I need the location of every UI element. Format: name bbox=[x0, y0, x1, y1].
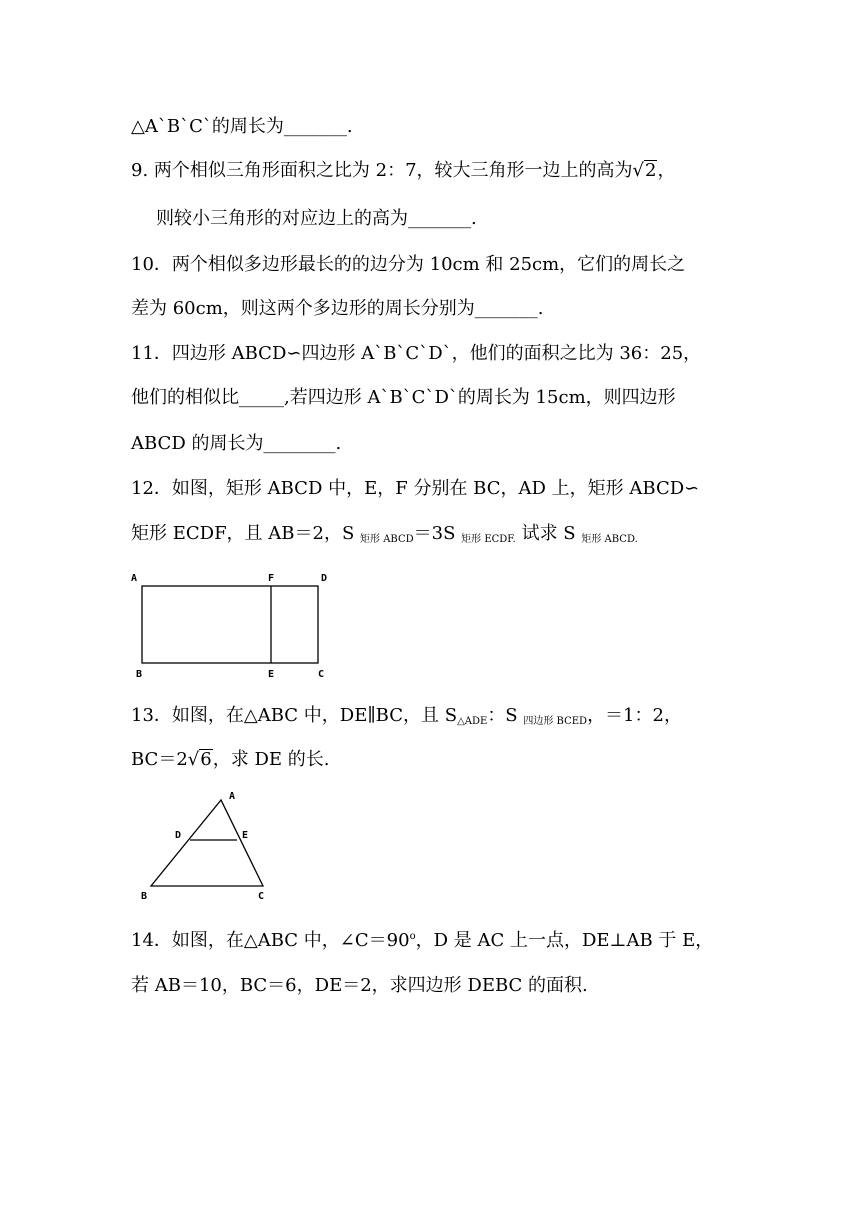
sqrt-radicand-2: 6 bbox=[200, 749, 212, 770]
problem-11-line-3: ABCD 的周长为________. bbox=[131, 433, 342, 454]
sqrt-radical-2: √6 bbox=[187, 749, 212, 770]
label-a: A bbox=[131, 573, 138, 584]
problem-12-text-c: 试求 S bbox=[515, 523, 582, 544]
label-b: B bbox=[136, 669, 143, 680]
label-d: D bbox=[321, 573, 328, 584]
problem-9-text-end: ， bbox=[657, 160, 676, 181]
subscript-rect-abcd: 矩形 ABCD bbox=[360, 534, 414, 545]
problem-13-bc: BC＝2 bbox=[131, 749, 188, 770]
problem-9-line-2: 则较小三角形的对应边上的高为_______. bbox=[156, 208, 477, 229]
label-tri-a: A bbox=[229, 791, 236, 802]
degree-superscript: o bbox=[409, 931, 416, 942]
problem-13-line-2 bbox=[131, 747, 329, 773]
problem-9-line-1 bbox=[131, 158, 675, 184]
problem-12-text-b: ＝3S bbox=[413, 523, 462, 544]
problem-13-text-c: ，＝1：2， bbox=[587, 705, 682, 726]
triangle-abc bbox=[151, 800, 263, 886]
label-c: C bbox=[318, 669, 325, 680]
sqrt-radicand: 2 bbox=[645, 160, 657, 181]
problem-13-text-b: ：S bbox=[487, 705, 524, 726]
problem-11-line-2: 他们的相似比_____,若四边形 A`B`C`D`的周长为 15cm，则四边形 bbox=[131, 387, 676, 408]
problem-14-line-1 bbox=[131, 928, 713, 957]
problem-12-line-2 bbox=[131, 521, 638, 550]
problem-10-line-2: 差为 60cm，则这两个多边形的周长分别为_______. bbox=[131, 298, 544, 319]
problem-12-text-a: 矩形 ECDF，且 AB＝2，S bbox=[131, 523, 361, 544]
problem-13-text-a: 13．如图，在△ABC 中，DE∥BC，且 S bbox=[131, 705, 458, 726]
label-f: F bbox=[268, 573, 275, 584]
problem-11-line-1: 11．四边形 ABCD∽四边形 A`B`C`D`，他们的面积之比为 36：25， bbox=[131, 343, 702, 364]
problem-14-text-a: 14．如图，在△ABC 中，∠C＝90 bbox=[131, 930, 410, 951]
sqrt-radical: √2 bbox=[632, 160, 657, 181]
problem-10-line-1: 10．两个相似多边形最长的的边分为 10cm 和 25cm，它们的周长之 bbox=[131, 254, 686, 275]
problem-9-text: 9. 两个相似三角形面积之比为 2：7，较大三角形一边上的高为 bbox=[131, 160, 633, 181]
label-e: E bbox=[268, 669, 275, 680]
label-tri-d: D bbox=[175, 830, 182, 841]
problem-13-line-1 bbox=[131, 703, 682, 732]
label-tri-c: C bbox=[258, 891, 265, 902]
problem-14-line-2: 若 AB＝10，BC＝6，DE＝2，求四边形 DEBC 的面积. bbox=[131, 975, 588, 996]
subscript-rect-ecdf: 矩形 ECDF. bbox=[461, 534, 516, 545]
rectangle-abcd bbox=[142, 586, 318, 663]
problem-14-text-b: ，D 是 AC 上一点，DE⊥AB 于 E， bbox=[415, 930, 714, 951]
problem-12-line-1: 12．如图，矩形 ABCD 中，E，F 分别在 BC，AD 上，矩形 ABCD∽ bbox=[131, 478, 700, 499]
subscript-triangle-ade: △ADE bbox=[457, 716, 488, 727]
subscript-quad-bced: 四边形 BCED bbox=[523, 716, 588, 727]
label-tri-e: E bbox=[242, 830, 249, 841]
subscript-rect-abcd-2: 矩形 ABCD. bbox=[581, 534, 638, 545]
label-tri-b: B bbox=[141, 891, 148, 902]
problem-13-text-end: ，求 DE 的长. bbox=[212, 749, 330, 770]
text-line-1: △A`B`C`的周长为_______. bbox=[131, 116, 353, 137]
